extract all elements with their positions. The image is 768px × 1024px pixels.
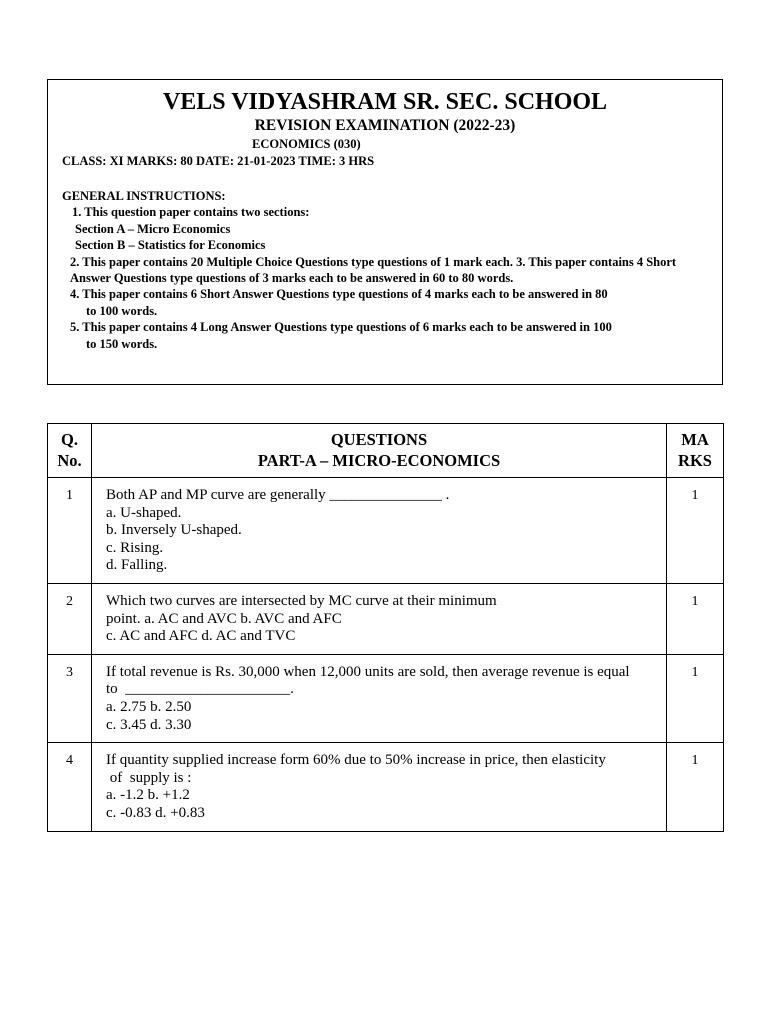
question-text bbox=[92, 654, 667, 742]
table-row bbox=[48, 583, 724, 654]
question-number: 1 bbox=[48, 478, 92, 584]
school-name: VELS VIDYASHRAM SR. SEC. SCHOOL bbox=[162, 89, 608, 115]
question-number: 4 bbox=[48, 743, 92, 831]
option-line: d. Falling. bbox=[106, 557, 168, 574]
question-marks: 1 bbox=[667, 654, 724, 742]
option-line: c. -0.83 d. +0.83 bbox=[106, 804, 205, 821]
option-line: c. AC and AFC d. AC and TVC bbox=[106, 628, 296, 645]
instruction-item-2-3: 2. This paper contains 20 Multiple Choice Questions type questions of 1 mark each. 3. This paper contains 4 Short Answer Questions type questions of 3 marks each to be answered in 60 to 80 words. bbox=[70, 254, 677, 286]
exam-header-box bbox=[47, 79, 723, 385]
exam-title: REVISION EXAMINATION (2022-23) bbox=[254, 117, 516, 134]
marks-header bbox=[667, 424, 724, 478]
question-line: If total revenue is Rs. 30,000 when 12,000 units are sold, then average revenue is equal bbox=[106, 663, 630, 680]
instruction-item-5: 5. This paper contains 4 Long Answer Questions type questions of 6 marks each to be answered in 100 bbox=[70, 320, 612, 335]
table-header-row bbox=[48, 424, 724, 478]
option-line: a. 2.75 b. 2.50 bbox=[106, 698, 192, 715]
table-row bbox=[48, 478, 724, 584]
q-header-line1: Q. bbox=[61, 430, 78, 449]
question-line: Both AP and MP curve are generally _______________ . bbox=[106, 487, 450, 503]
section-b-label: Section B – Statistics for Economics bbox=[75, 238, 266, 253]
table-row bbox=[48, 654, 724, 742]
class-details: CLASS: XI MARKS: 80 DATE: 21-01-2023 TIME: 3 HRS bbox=[62, 154, 375, 168]
instruction-item-4-cont: to 100 words. bbox=[86, 303, 158, 318]
option-line: c. 3.45 d. 3.30 bbox=[106, 716, 192, 733]
instruction-item-1: 1. This question paper contains two sections: bbox=[72, 205, 310, 220]
questions-table bbox=[47, 423, 724, 832]
instruction-item-5-cont: to 150 words. bbox=[86, 336, 158, 351]
question-line: If quantity supplied increase form 60% due to 50% increase in price, then elasticity bbox=[106, 752, 606, 769]
marks-header-line1: MA bbox=[681, 430, 709, 449]
q-header-line2: No. bbox=[57, 451, 82, 470]
question-text bbox=[92, 583, 667, 654]
part-a-title: PART-A – MICRO-ECONOMICS bbox=[257, 451, 501, 470]
section-a-label: Section A – Micro Economics bbox=[75, 221, 231, 236]
question-number: 3 bbox=[48, 654, 92, 742]
general-instructions bbox=[62, 188, 708, 352]
question-text bbox=[92, 743, 667, 831]
option-line: a. U-shaped. bbox=[106, 504, 182, 521]
question-line: of supply is : bbox=[106, 769, 192, 786]
question-marks: 1 bbox=[667, 583, 724, 654]
marks-header-line2: RKS bbox=[678, 451, 712, 470]
instruction-item-4: 4. This paper contains 6 Short Answer Questions type questions of 4 marks each to be answered in 80 bbox=[70, 287, 608, 302]
questions-header bbox=[92, 424, 667, 478]
question-number-header bbox=[48, 424, 92, 478]
subject-code: ECONOMICS (030) bbox=[252, 137, 361, 151]
question-text bbox=[92, 478, 667, 584]
option-line: point. a. AC and AVC b. AVC and AFC bbox=[106, 610, 342, 627]
question-marks: 1 bbox=[667, 743, 724, 831]
question-number: 2 bbox=[48, 583, 92, 654]
option-line: a. -1.2 b. +1.2 bbox=[106, 787, 190, 804]
table-row bbox=[48, 743, 724, 831]
instructions-heading: GENERAL INSTRUCTIONS: bbox=[62, 189, 226, 203]
questions-header-title: QUESTIONS bbox=[330, 430, 428, 449]
option-line: b. Inversely U-shaped. bbox=[106, 522, 242, 539]
option-line: c. Rising. bbox=[106, 539, 164, 556]
question-line: to ______________________. bbox=[106, 681, 294, 698]
question-marks: 1 bbox=[667, 478, 724, 584]
question-line: Which two curves are intersected by MC curve at their minimum bbox=[106, 592, 497, 609]
